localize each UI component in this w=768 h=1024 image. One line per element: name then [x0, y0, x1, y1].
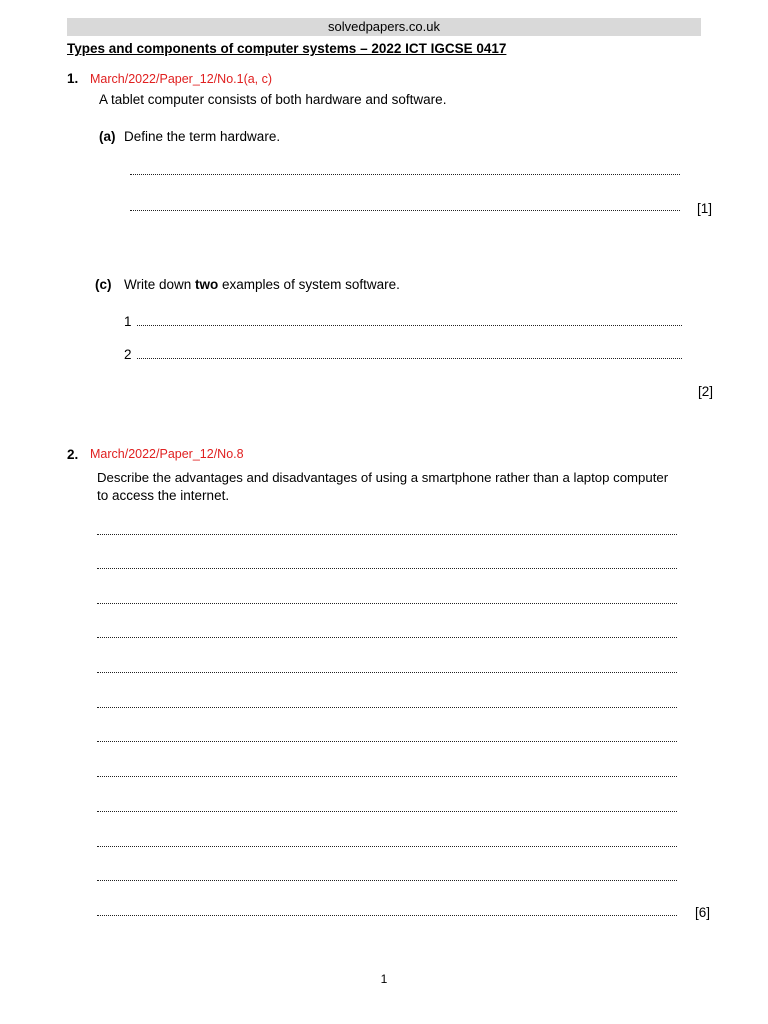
site-banner: solvedpapers.co.uk [67, 18, 701, 36]
question-2-stem-line-2: to access the internet. [97, 488, 230, 503]
answer-line-2-6[interactable] [97, 707, 677, 708]
question-2-mark: [6] [695, 905, 711, 920]
question-1c-mark: [2] [698, 384, 714, 399]
question-2-stem-line-1: Describe the advantages and disadvantages of using a smartphone rather than a laptop computer [97, 470, 669, 485]
answer-line-2-5[interactable] [97, 672, 677, 673]
answer-line-2-8[interactable] [97, 776, 677, 777]
question-1a-label: (a) [99, 129, 116, 144]
answer-line-2-2[interactable] [97, 568, 677, 569]
answer-line-2-7[interactable] [97, 741, 677, 742]
question-1-stem: A tablet computer consists of both hardware and software. [99, 92, 447, 107]
answer-line-1a-2[interactable] [130, 210, 680, 211]
answer-line-2-9[interactable] [97, 811, 677, 812]
question-1c-label: (c) [95, 277, 112, 292]
answer-line-1c-2[interactable] [137, 358, 682, 359]
document-title: Types and components of computer systems – 2022 ICT IGCSE 0417 [67, 41, 507, 56]
question-1c-text: Write down two examples of system software. [124, 277, 400, 292]
answer-1c-line-2-number: 2 [124, 347, 132, 362]
answer-line-2-12[interactable] [97, 915, 677, 916]
answer-1c-line-1-number: 1 [124, 314, 132, 329]
answer-line-2-4[interactable] [97, 637, 677, 638]
question-1a-text: Define the term hardware. [124, 129, 281, 144]
answer-line-1c-1[interactable] [137, 325, 682, 326]
question-2-reference: March/2022/Paper_12/No.8 [90, 447, 244, 461]
page-number: 1 [380, 972, 388, 986]
question-1-number: 1. [67, 71, 79, 86]
answer-line-2-1[interactable] [97, 534, 677, 535]
question-1-reference: March/2022/Paper_12/No.1(a, c) [90, 72, 273, 86]
question-2-number: 2. [67, 447, 79, 462]
answer-line-2-11[interactable] [97, 880, 677, 881]
answer-line-2-3[interactable] [97, 603, 677, 604]
answer-line-2-10[interactable] [97, 846, 677, 847]
answer-line-1a-1[interactable] [130, 174, 680, 175]
question-1a-mark: [1] [697, 201, 713, 216]
